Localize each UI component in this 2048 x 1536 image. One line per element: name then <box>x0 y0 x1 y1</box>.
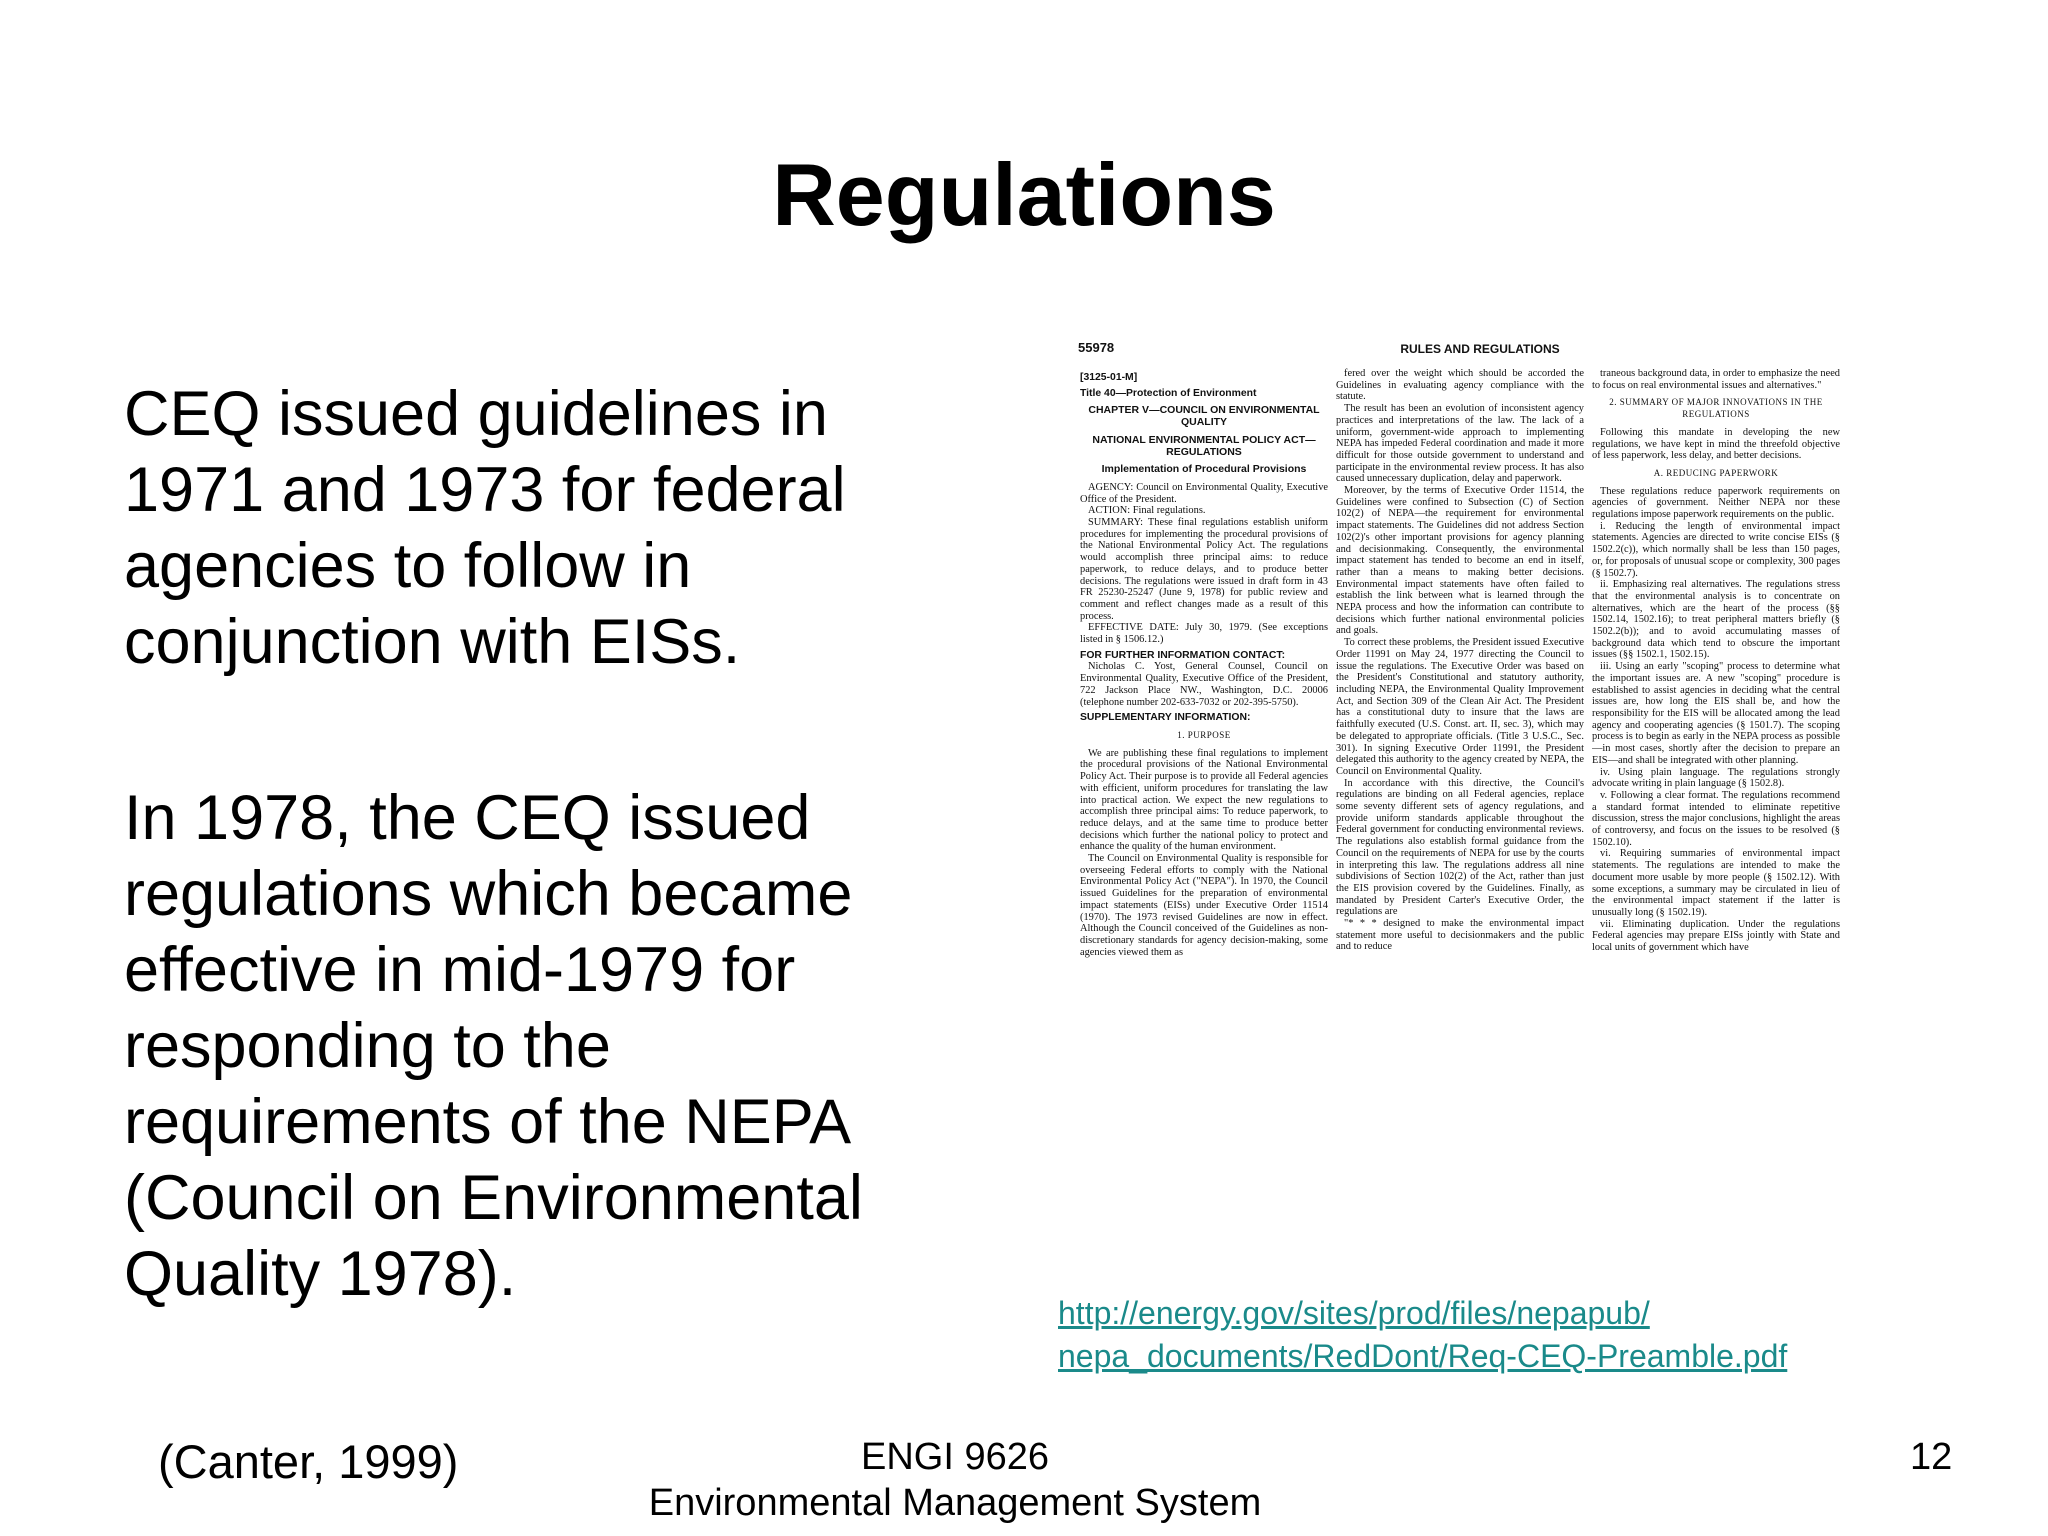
doc-col3-p4: i. Reducing the length of environmental impact statements. Agencies are directed to write concise EISs (§ 1502.2(c)), which normally shall be less than 150 pages, or, for proposals of unusual scope or complexity, 300 pages (§ 1502.7). <box>1592 520 1840 579</box>
doc-summary-head: 2. SUMMARY OF MAJOR INNOVATIONS IN THE REGULATIONS <box>1609 397 1823 420</box>
footer-course-name: Environmental Management System <box>648 1482 1262 1524</box>
doc-column-2 <box>1336 368 1584 1258</box>
doc-col3-p3: These regulations reduce paperwork requirements on agencies of government. Neither NEPA nor these regulations impose paperwork requirements on the public. <box>1592 485 1840 521</box>
doc-impl: Implementation of Procedural Provisions <box>1101 463 1307 476</box>
footer-course <box>620 1434 1290 1526</box>
doc-col2-p4: To correct these problems, the President issued Executive Order 11991 on May 24, 1977 directing the Council to issue the regulations. The Executive Order was based on the President's Constitutional and statutory authority, including NEPA, the Environmental Quality Improvement Act, and Section 309 of the Clean Air Act. The President has a constitutional duty to insure that the laws are faithfully executed (U.S. Const. art. II, sec. 3), which may be delegated to appropriate officials. (Title 3 U.S.C., Sec. 301). In signing Executive Order 11991, the President delegated this authority to the agency created by NEPA, the Council on Environmental Quality. <box>1336 637 1584 777</box>
footer-course-code: ENGI 9626 <box>861 1436 1049 1478</box>
doc-col2-p5: In accordance with this directive, the Council's regulations are binding on all Federal agencies, replace some seventy different sets of agency regulations, and provide uniform standards applicable throughout the Federal government for conducting environmental reviews. The regulations also establish formal guidance from the Council on the requirements of NEPA for use by the courts in interpreting this law. The regulations address all nine subdivisions of Section 102(2) of the Act, rather than just the EIS provision covered by the Guidelines. Finally, as mandated by President Carter's Executive Order, the regulations are <box>1336 777 1584 918</box>
doc-contact-head: FOR FURTHER INFORMATION CONTACT: <box>1080 649 1286 661</box>
doc-supp: SUPPLEMENTARY INFORMATION: <box>1080 712 1251 724</box>
doc-col2-p1: fered over the weight which should be accorded the Guidelines in evaluating agency compliance with the statute. <box>1336 368 1584 403</box>
source-link[interactable] <box>1058 1292 1787 1378</box>
slide-page-number: 12 <box>1910 1436 1953 1478</box>
doc-col2-p6: "* * * designed to make the environmental impact statement more useful to decisionmakers and the public and to reduce <box>1336 918 1584 953</box>
doc-council: The Council on Environmental Quality is responsible for overseeing Federal efforts to comply with the National Environmental Policy Act ("NEPA"). In 1970, the Council issued Guidelines for the preparation of environmental impact statements (EISs) under Executive Order 11514 (1970). The 1973 revised Guidelines are now in effect. Although the Council conceived of the Guidelines as non-discretionary standards for agency decision-making, some agencies viewed them as <box>1080 853 1328 958</box>
doc-code: [3125-01-M] <box>1080 372 1138 383</box>
doc-action: ACTION: Final regulations. <box>1088 505 1206 517</box>
doc-effective: EFFECTIVE DATE: July 30, 1979. (See exceptions listed in § 1506.12.) <box>1080 622 1328 646</box>
source-link-line-1[interactable]: http://energy.gov/sites/prod/files/nepapub/ <box>1058 1295 1650 1331</box>
doc-col3-p8: v. Following a clear format. The regulations recommend a standard format intended to eliminate repetitive discussion, stress the major conclusions, highlight the areas of controversy, and focus on the issues to be resolved (§ 1502.10). <box>1592 789 1840 848</box>
doc-header: RULES AND REGULATIONS <box>1400 342 1560 356</box>
doc-col3-p9: vi. Requiring summaries of environmental impact statements. The regulations are intended to make the document more usable by more people (§ 1502.12). With some exceptions, a summary may be circulated in lieu of the environmental impact statement if the latter is unusually long (§ 1502.19). <box>1592 848 1840 918</box>
doc-chapter: CHAPTER V—COUNCIL ON ENVIRONMENTAL QUALITY <box>1088 404 1320 429</box>
doc-col3-p7: iv. Using plain language. The regulations strongly advocate writing in plain language (§ 1502.8). <box>1592 766 1840 790</box>
doc-col3-p5: ii. Emphasizing real alternatives. The regulations stress that the environmental analysis is to concentrate on alternatives, which are the heart of the process (§§ 1502.14, 1502.16); to treat peripheral matters briefly (§ 1502.2(b)); and to avoid accumulating masses of background data which tend to obscure the important issues (§§ 1502.1, 1502.15). <box>1592 579 1840 661</box>
doc-reduce-head: A. REDUCING PAPERWORK <box>1653 467 1779 478</box>
doc-column-1 <box>1080 368 1328 1258</box>
paragraph-regulations: In 1978, the CEQ issued regulations which became effective in mid-1979 for responding to the requirements of the NEPA (Council on Environmental Quality 1978). <box>124 783 863 1309</box>
doc-col2-p3: Moreover, by the terms of Executive Order 11514, the Guidelines were confined to Subsection (C) of Section 102(2) of NEPA—the requirement for environmental impact statements. The Guidelines did not address Section 102(2)'s other important provisions for agency planning and decisionmaking. Consequently, the environmental impact statement has tended to become an end in itself, rather than a means to making better decisions. Environmental impact statements have often failed to establish the link between what is learned through the NEPA process and how the information can contribute to decisions which further national environmental policies and goals. <box>1336 485 1584 637</box>
source-link-line-2[interactable]: nepa_documents/RedDont/Req-CEQ-Preamble.pdf <box>1058 1338 1788 1374</box>
doc-purpose: We are publishing these final regulations to implement the procedural provisions of the National Environmental Policy Act. Their purpose is to provide all Federal agencies with efficient, uniform procedures for translating the law into practical action. We expect the new regulations to accomplish three principal aims: To reduce paperwork, to reduce delays, and at the same time to produce better decisions which further the national policy to protect and enhance the quality of the human environment. <box>1080 747 1328 853</box>
doc-col3-p1: traneous background data, in order to emphasize the need to focus on real environmental issues and alternatives." <box>1592 368 1840 391</box>
doc-title-line: Title 40—Protection of Environment <box>1080 387 1257 399</box>
doc-summary: SUMMARY: These final regulations establish uniform procedures for implementing the procedural provisions of the National Environmental Policy Act. The regulations would accomplish three principal aims: to reduce paperwork, to reduce delays, and to produce better decisions. The regulations were issued in draft form in 43 FR 25230-25247 (June 9, 1978) for public review and comment and reflect changes made as a result of this process. <box>1080 517 1328 622</box>
slide-title: Regulations <box>772 145 1276 244</box>
doc-col3-p10: vii. Eliminating duplication. Under the regulations Federal agencies may prepare EISs jointly with State and local units of government which have <box>1592 918 1840 954</box>
doc-col3-p6: iii. Using an early "scoping" process to determine what the important issues are. A new "scoping" procedure is established to assist agencies in deciding what the central issues are, how long the EIS shall be, and how the responsibility for the EIS will be allocated among the lead agency and cooperating agencies (§ 1501.7). The scoping process is to begin as early in the NEPA process as possible—in most cases, shortly after the decision to prepare an EIS—and shall be integrated with other planning. <box>1592 661 1840 766</box>
doc-purpose-head: 1. PURPOSE <box>1177 729 1231 740</box>
paragraph-guidelines: CEQ issued guidelines in 1971 and 1973 for federal agencies to follow in conjunction with EISs. <box>124 379 846 677</box>
doc-col3-p2: Following this mandate in developing the new regulations, we have kept in mind the threefold objective of less paperwork, less delay, and better decisions. <box>1592 426 1840 462</box>
footer-citation: (Canter, 1999) <box>158 1435 459 1488</box>
doc-act: NATIONAL ENVIRONMENTAL POLICY ACT—REGULATIONS <box>1092 433 1316 458</box>
doc-page-number: 55978 <box>1078 340 1115 355</box>
doc-contact: Nicholas C. Yost, General Counsel, Council on Environmental Quality, Executive Office of the President, 722 Jackson Place NW., Washington, D.C. 20006 (telephone number 202-633-7032 or 202-395-5750). <box>1080 661 1328 708</box>
doc-col2-p2: The result has been an evolution of inconsistent agency practices and interpretations of the law. The lack of a uniform, government-wide approach to implementing NEPA has impeded Federal coordination and made it more difficult for those outside government to understand and participate in the environmental review process. It has also caused unnecessary duplication, delay and paperwork. <box>1336 403 1584 485</box>
doc-column-3 <box>1592 368 1840 1258</box>
federal-register-page-image <box>1070 336 1850 1258</box>
doc-agency: AGENCY: Council on Environmental Quality, Executive Office of the President. <box>1080 481 1328 505</box>
